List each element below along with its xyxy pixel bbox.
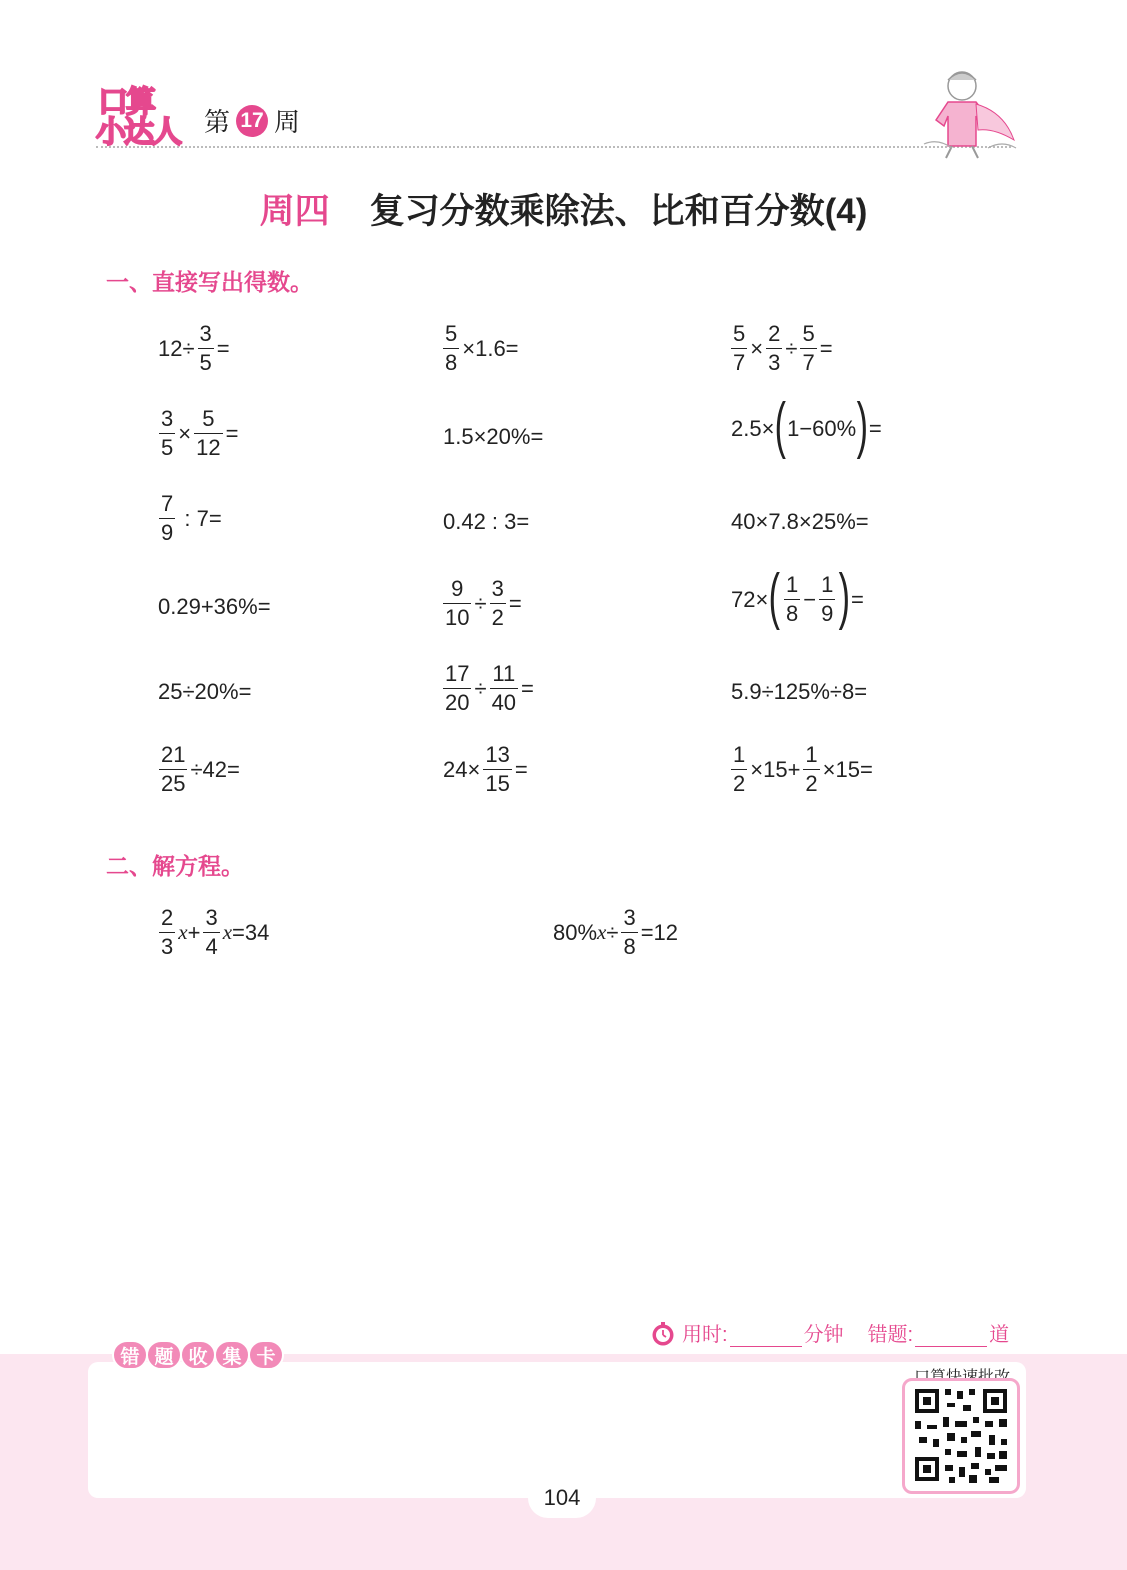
problem-2-2: 1.5×20%= — [443, 424, 544, 449]
card-title-char: 题 — [146, 1340, 182, 1370]
card-title-char: 集 — [214, 1340, 250, 1370]
equation-1: 2 3 x + $\frac{3}{4}$ x =34 — [161, 905, 270, 959]
timer-row — [650, 1318, 1009, 1347]
time-blank[interactable] — [730, 1329, 802, 1347]
problem-5-1: 25÷20%= — [158, 679, 252, 704]
problem-4-2: $\frac{9}{10}$ ÷ $\frac{3}{2}$ = — [445, 576, 522, 630]
card-title — [112, 1340, 282, 1370]
card-title-char: 收 — [180, 1340, 216, 1370]
problem-5-3: 5.9÷125%÷8= — [731, 679, 868, 704]
mascot-icon — [918, 68, 1018, 160]
errors-label: 错题: — [867, 1324, 914, 1346]
header-divider — [96, 146, 1011, 148]
page-number: 104 — [528, 1478, 596, 1518]
week-suffix: 周 — [274, 107, 301, 137]
section-heading-one: 一、直接写出得数。 — [106, 269, 313, 295]
problem-3-1: 7 9 : 7= — [161, 491, 222, 545]
problem-4-1: 0.29+36%= — [158, 594, 271, 619]
problem-4-3: 72× ( 1 8 − $\frac{1}{9}$ ) = — [731, 561, 864, 631]
stopwatch-icon — [650, 1321, 676, 1347]
problem-6-1: $\frac{21}{25}$ ÷42= — [161, 742, 240, 796]
card-title-char: 错 — [112, 1340, 148, 1370]
week-indicator — [204, 102, 300, 139]
title-day: 周四 — [259, 192, 330, 231]
problem-2-3: 2.5× ( 1−60% ) = — [731, 391, 882, 460]
problem-3-2: 0.42 : 3= — [443, 509, 530, 534]
qr-code-frame[interactable] — [902, 1378, 1020, 1494]
logo — [96, 86, 180, 150]
logo-line1: 口算 — [98, 85, 154, 120]
problem-6-3: $\frac{1}{2}$ ×15+ $\frac{1}{2}$ ×15= — [733, 742, 873, 796]
section-heading-two: 二、解方程。 — [106, 853, 244, 879]
qr-code-icon[interactable] — [905, 1381, 1017, 1491]
page-title — [0, 184, 1127, 234]
errors-unit: 道 — [989, 1324, 1010, 1346]
card-title-char: 卡 — [248, 1340, 284, 1370]
week-prefix: 第 — [204, 107, 231, 137]
logo-line2: 小达人 — [96, 115, 180, 150]
problem-1-2: $\frac{5}{8}$ ×1.6= — [445, 321, 519, 375]
week-number-badge: 17 — [236, 105, 268, 137]
equation-2: 80% x ÷ $\frac{3}{8}$ =12 — [553, 905, 679, 959]
problem-3-3: 40×7.8×25%= — [731, 509, 869, 534]
problem-5-2: $\frac{17}{20}$ ÷ $\frac{11}{40}$ = — [445, 661, 534, 715]
title-topic: 复习分数乘除法、比和百分数(4) — [369, 192, 868, 231]
problem-6-2: 24× $\frac{13}{15}$ = — [443, 742, 528, 796]
time-unit: 分钟 — [803, 1324, 844, 1346]
errors-blank[interactable] — [915, 1329, 987, 1347]
problem-2-1: $\frac{3}{5}$ × $\frac{5}{12}$ = — [161, 406, 239, 460]
time-label: 用时: — [682, 1324, 728, 1346]
problem-1-3: $\frac{5}{7}$ × $\frac{2}{3}$ ÷ $\frac{5}{7}$ = — [733, 321, 833, 375]
problem-1-1: 12÷ $\frac{3}{5}$ = — [158, 321, 230, 375]
